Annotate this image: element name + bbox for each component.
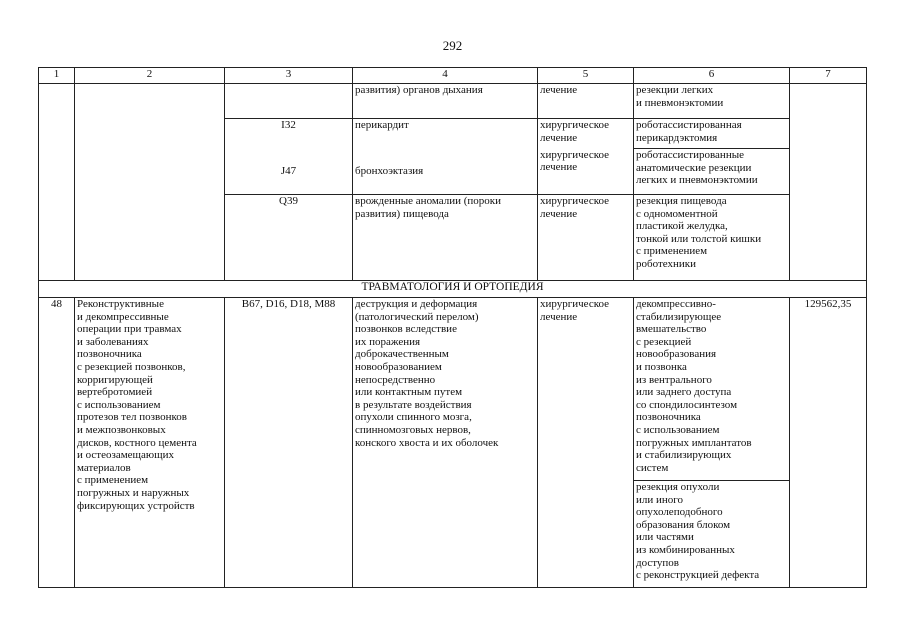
cell-method-j47: роботассистированные анатомические резекции легких и пневмонэктомии <box>634 149 790 195</box>
cell-treatment-j47: хирургическое лечение <box>538 149 634 195</box>
cell-codes-48: B67, D16, D18, M88 <box>225 298 353 588</box>
cell-num-empty <box>39 84 75 281</box>
cell-diagnosis-cont: развития) органов дыхания <box>353 84 538 119</box>
cell-method-cont: резекции легких и пневмонэктомии <box>634 84 790 119</box>
cell-cost-48: 129562,35 <box>790 298 867 588</box>
cell-method-48-b: резекция опухоли или иного опухолеподобного образования блоком или частями из комбинированных доступов с реконструкцией дефекта <box>634 481 790 588</box>
cell-treatment-q39: хирургическое лечение <box>538 195 634 281</box>
cell-diagnosis-i32: перикардит <box>353 119 538 149</box>
table-row-continuation <box>39 84 867 119</box>
cell-treatment-i32: хирургическое лечение <box>538 119 634 149</box>
col-header-2: 2 <box>75 68 225 84</box>
medical-care-table <box>38 67 867 588</box>
cell-cost-empty <box>790 84 867 281</box>
col-header-4: 4 <box>353 68 538 84</box>
page-number: 292 <box>442 38 463 53</box>
cell-diagnosis-48: деструкция и деформация (патологический перелом) позвонков вследствие их поражения доброкачественным новообразованием непосредственно или контактным путем в результате воздействия опухоли спинного мозга, спинномозговых нервов, конского хвоста и их оболочек <box>353 298 538 588</box>
cell-method-i32: роботассистированная перикардэктомия <box>634 119 790 149</box>
cell-code-j47: J47 <box>225 149 353 195</box>
col-header-6: 6 <box>634 68 790 84</box>
cell-method-q39: резекция пищевода с одномоментной пластикой желудка, тонкой или толстой кишки с применением роботехники <box>634 195 790 281</box>
col-header-7: 7 <box>790 68 867 84</box>
section-title: ТРАВМАТОЛОГИЯ И ОРТОПЕДИЯ <box>39 281 867 298</box>
cell-num-48: 48 <box>39 298 75 588</box>
cell-code-empty <box>225 84 353 119</box>
col-header-3: 3 <box>225 68 353 84</box>
cell-treatment-cont: лечение <box>538 84 634 119</box>
cell-diagnosis-j47: бронхоэктазия <box>353 149 538 195</box>
cell-method-48-a: декомпрессивно- стабилизирующее вмешательство с резекцией новообразования и позвонка из вентрального или заднего доступа со спондилосинтезом позвоночника с использованием погружных имплантатов и стабилизирующих систем <box>634 298 790 481</box>
column-number-row <box>39 68 867 84</box>
cell-code-i32: I32 <box>225 119 353 149</box>
col-header-1: 1 <box>39 68 75 84</box>
cell-name-empty <box>75 84 225 281</box>
section-row <box>39 281 867 298</box>
cell-code-q39: Q39 <box>225 195 353 281</box>
table-row-48 <box>39 298 867 481</box>
cell-name-48: Реконструктивные и декомпрессивные операции при травмах и заболеваниях позвоночника с резекцией позвонков, корригирующей вертебротомией с использованием протезов тел позвонков и межпозвонковых дисков, костного цемента и остеозамещающих материалов с применением погружных и наружных фиксирующих устройств <box>75 298 225 588</box>
col-header-5: 5 <box>538 68 634 84</box>
cell-diagnosis-q39: врожденные аномалии (пороки развития) пищевода <box>353 195 538 281</box>
cell-treatment-48: хирургическое лечение <box>538 298 634 588</box>
